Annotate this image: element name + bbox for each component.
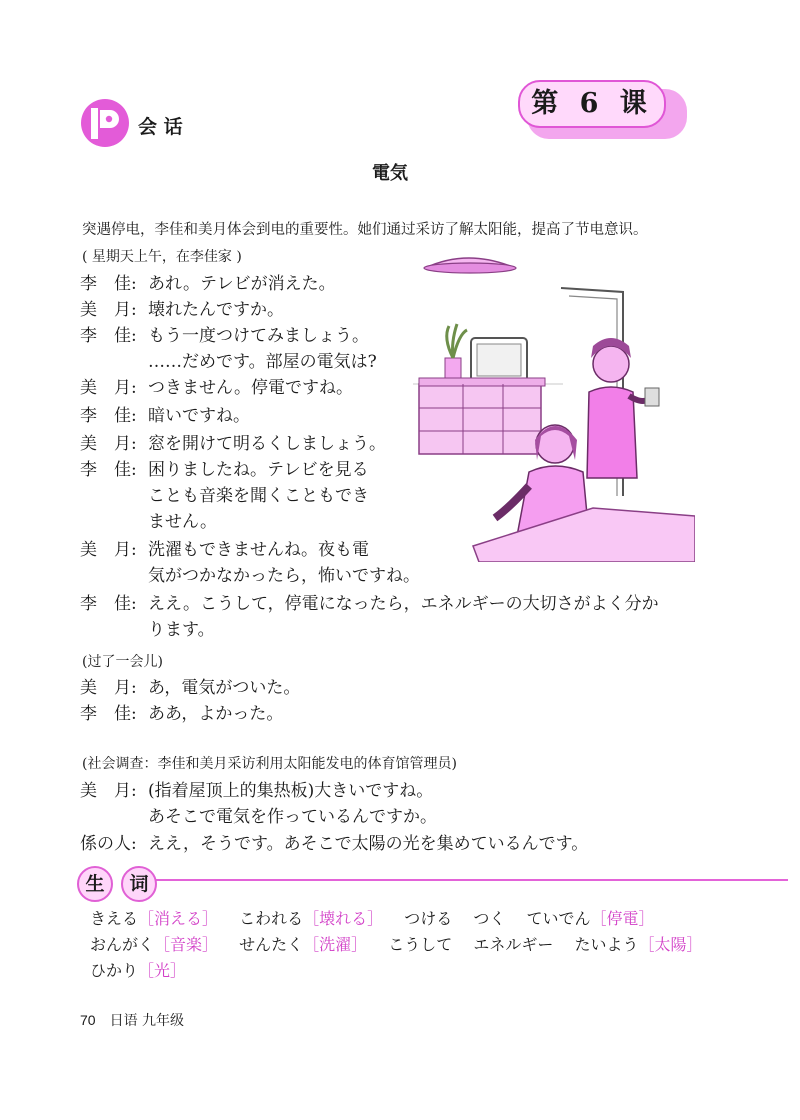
dialogue-line [80,325,369,347]
vocab-kanji: ［音楽］ [154,935,219,954]
line-text: ません。 [148,512,218,532]
vocab-kana: きえる [90,909,139,928]
vocab-item [574,932,702,955]
vocab-kana: こわれる [239,909,304,928]
vocab-kanji: ［光］ [138,961,187,980]
dialogue-line [80,433,386,455]
vocab-kanji: ［太陽］ [638,935,703,954]
dialogue-line [80,833,588,855]
speaker: 美 月: [80,378,137,398]
vocab-item [239,906,383,929]
vocab-item [526,906,654,929]
line-text: (指着屋顶上的集热板)大きいですね。 [148,781,434,801]
vocab-row [90,906,671,929]
book-title: 日语 九年级 [109,1013,185,1029]
section-title: 会 话 [138,116,183,138]
speaker: 李 佳: [80,274,137,294]
line-text: あれ。テレビが消えた。 [148,274,336,294]
vocab-item [90,958,186,981]
dialogue-line [80,377,353,399]
dialogue-line [80,593,659,615]
line-text: 窓を開けて明るくしましょう。 [148,434,386,454]
vocab-item [388,932,452,955]
dialogue-line [80,780,433,802]
vocab-kanji: ［消える］ [138,909,219,928]
speaker: 李 佳: [80,460,137,480]
power-outage-illustration [413,246,695,562]
dialogue-line [80,677,300,699]
scene-note-1: ( 星期天上午，在李佳家 ) [82,249,242,265]
vocab-item [239,932,367,955]
line-text: ことも音楽を聞くこともでき [148,486,369,506]
speaker: 美 月: [80,678,137,698]
line-text: ……だめです。部屋の電気は? [148,352,377,372]
vocab-heading-badge: 词 [121,866,157,902]
vocab-kana: つける [404,909,453,928]
conversation-icon [80,98,130,148]
scene-note-2: (过了一会儿) [82,654,163,670]
vocab-item [473,906,505,929]
dialogue-line [80,539,369,561]
vocab-kanji: ［壊れる］ [303,909,384,928]
line-text: つきません。停電ですね。 [148,378,354,398]
line-text: あ，電気がついた。 [148,678,301,698]
vocab-kana: つく [473,909,506,928]
line-text: あそこで電気を作っているんですか。 [148,807,437,827]
speaker: 李 佳: [80,406,137,426]
speaker: 李 佳: [80,704,137,724]
dialogue-line [80,405,250,427]
vocab-kana: ひかり [90,961,139,980]
speaker: 美 月: [80,781,137,801]
vocab-kanji: ［停電］ [590,909,655,928]
vocab-kana: エネルギー [473,935,554,954]
speaker: 美 月: [80,434,137,454]
dialogue-line [80,273,336,295]
vocab-heading-badge: 生 [77,866,113,902]
speaker: 李 佳: [80,326,137,346]
vocab-kana: おんがく [90,935,155,954]
intro-text: 突遇停电，李佳和美月体会到电的重要性。她们通过采访了解太阳能，提高了节电意识。 [82,222,648,238]
speaker: 李 佳: [80,594,137,614]
line-text: ります。 [148,620,215,640]
line-text: 気がつかなかったら，怖いですね。 [148,566,420,586]
line-text: ああ，よかった。 [148,704,284,724]
line-text: 暗いですね。 [148,406,250,426]
speaker: 係の人: [80,834,137,854]
vocab-kana: たいよう [574,935,639,954]
lesson-badge: 第 6 课 [518,80,666,128]
vocab-item [473,932,553,955]
vocab-kanji: ［洗濯］ [303,935,368,954]
line-text: もう一度つけてみましょう。 [148,326,369,346]
vocab-row [90,932,719,955]
vocab-divider [145,879,788,881]
vocab-item [90,932,218,955]
page-footer [80,1010,184,1030]
dialogue-line [80,459,369,481]
dialogue-line [80,703,283,725]
vocab-item [90,906,218,929]
vocab-item [404,906,452,929]
line-text: 壊れたんですか。 [148,300,284,320]
vocab-kana: ていでん [526,909,591,928]
page-title: 電気 [372,163,408,184]
vocab-row [90,958,202,981]
line-text: 困りましたね。テレビを見る [148,460,369,480]
speaker: 美 月: [80,300,137,320]
page-number: 70 [80,1012,96,1028]
line-text: ええ。こうして，停電になったら，エネルギーの大切さがよく分か [148,594,659,614]
scene-note-3: (社会调查：李佳和美月采访利用太阳能发电的体育馆管理员) [82,756,457,772]
line-text: 洗濯もできませんね。夜も電 [148,540,369,560]
dialogue-line [80,299,284,321]
vocab-kana: こうして [388,935,453,954]
line-text: ええ，そうです。あそこで太陽の光を集めているんです。 [148,834,589,854]
vocab-kana: せんたく [239,935,304,954]
speaker: 美 月: [80,540,137,560]
